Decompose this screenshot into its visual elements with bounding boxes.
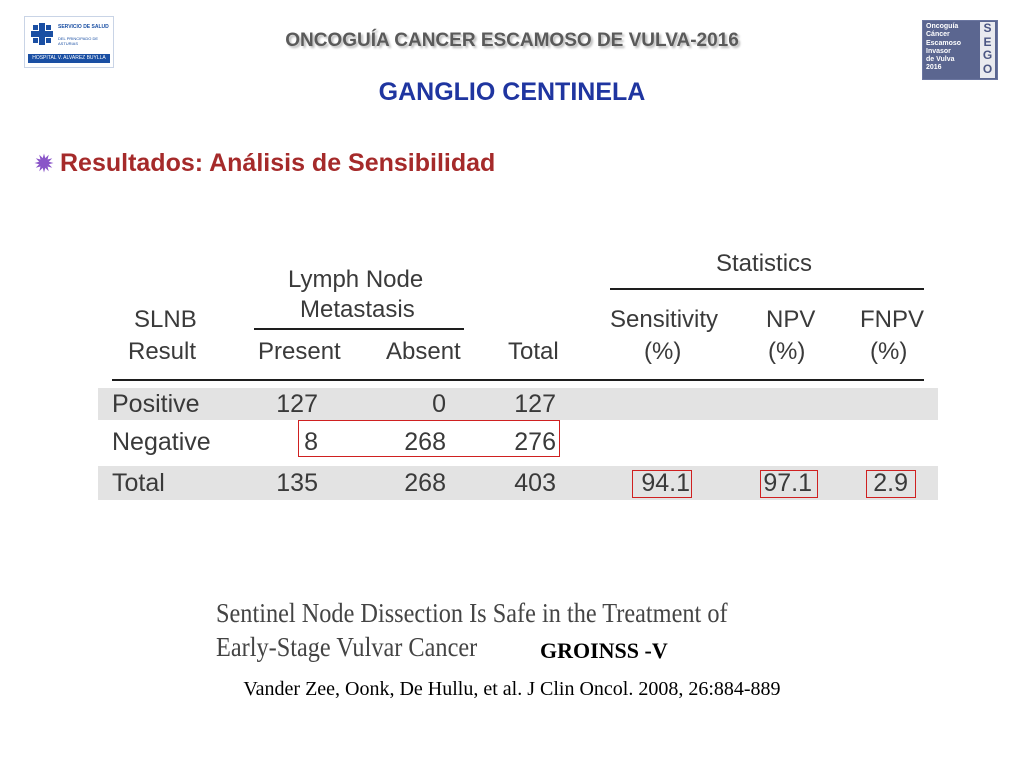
col-present-header: Present xyxy=(258,338,341,365)
cell-negative-absent: 268 xyxy=(404,428,446,456)
cell-fnpv-value: 2.9 xyxy=(873,469,908,497)
study-name: GROINSS -V xyxy=(540,638,668,663)
header-bottom-rule xyxy=(112,379,924,381)
header-title: ONCOGUÍA CANCER ESCAMOSO DE VULVA-2016 xyxy=(285,30,739,51)
slide-subtitle: GANGLIO CENTINELA xyxy=(378,78,646,106)
lymph-node-header-line2: Metastasis xyxy=(300,296,415,323)
col-sensitivity-header: Sensitivity xyxy=(610,306,719,333)
reference-citation: Vander Zee, Oonk, De Hullu, et al. J Clin Oncol. 2008, 26:884-889 xyxy=(243,678,781,700)
highlight-npv-box xyxy=(760,470,818,498)
logo-line: Oncoguía xyxy=(926,23,959,30)
col-npv-header: NPV xyxy=(766,306,816,333)
starburst-bullet-icon xyxy=(34,153,54,173)
statistics-header: Statistics xyxy=(716,250,813,277)
bullet-heading-text: Resultados: Análisis de Sensibilidad xyxy=(60,148,496,177)
cell-positive-total: 127 xyxy=(514,390,556,418)
bullet-heading xyxy=(34,146,495,180)
logo-hospital-name: HOSPITAL V. ALVAREZ BUYLLA xyxy=(28,54,110,63)
sego-letter: O xyxy=(982,61,993,76)
sego-vertical-text xyxy=(980,22,995,78)
logo-org-line1: SERVICIO DE SALUD xyxy=(58,24,109,30)
health-service-logo xyxy=(24,16,114,68)
sego-letter: S xyxy=(983,21,992,35)
cell-npv-value: 97.1 xyxy=(763,469,812,497)
highlight-fnpv-box xyxy=(866,470,916,498)
cell-negative-present: 8 xyxy=(304,428,318,456)
cell-sensitivity-value: 94.1 xyxy=(641,469,690,497)
cell-total-absent: 268 xyxy=(404,469,446,497)
slnb-header-line1: SLNB xyxy=(134,306,197,333)
col-absent-header: Absent xyxy=(386,338,461,365)
cell-positive-present: 127 xyxy=(276,390,318,418)
cell-positive-absent: 0 xyxy=(432,390,446,418)
sensitivity-results-table xyxy=(98,244,938,502)
paper-title-line1: Sentinel Node Dissection Is Safe in the Treatment of xyxy=(216,598,728,628)
col-sensitivity-unit: (%) xyxy=(644,338,682,365)
row-label-positive: Positive xyxy=(112,390,200,418)
highlight-negative-row-box xyxy=(298,420,560,457)
cell-total-present: 135 xyxy=(276,469,318,497)
paper-title-line2: Early-Stage Vulvar Cancer xyxy=(216,632,478,662)
sego-letter: G xyxy=(982,48,993,62)
logo-line: Escamoso xyxy=(926,39,962,47)
paper-title xyxy=(216,596,756,664)
col-npv-unit: (%) xyxy=(768,338,806,365)
slnb-header-line2: Result xyxy=(128,338,197,365)
row-label-total: Total xyxy=(112,469,165,497)
statistics-rule xyxy=(610,288,924,290)
highlight-sensitivity-box xyxy=(632,470,692,498)
cross-logo-icon xyxy=(31,23,53,45)
col-fnpv-header: FNPV xyxy=(860,306,925,333)
logo-line: 2016 xyxy=(926,64,942,72)
oncoguia-logo-text xyxy=(926,23,978,73)
logo-org-line2: DEL PRINCIPADO DE ASTURIAS xyxy=(58,36,99,46)
row-label-negative: Negative xyxy=(112,428,211,456)
cell-negative-total: 276 xyxy=(514,428,556,456)
col-fnpv-unit: (%) xyxy=(870,338,908,365)
logo-line: Invasor xyxy=(926,47,951,55)
lymph-node-header-line1: Lymph Node xyxy=(288,266,424,293)
oncoguia-sego-logo xyxy=(922,20,998,80)
cell-total-total: 403 xyxy=(514,469,556,497)
logo-line: de Vulva xyxy=(926,56,955,64)
sego-letter: E xyxy=(983,34,992,49)
logo-line: Cáncer xyxy=(926,31,950,39)
metastasis-rule xyxy=(254,328,464,330)
col-total-header: Total xyxy=(508,338,559,365)
